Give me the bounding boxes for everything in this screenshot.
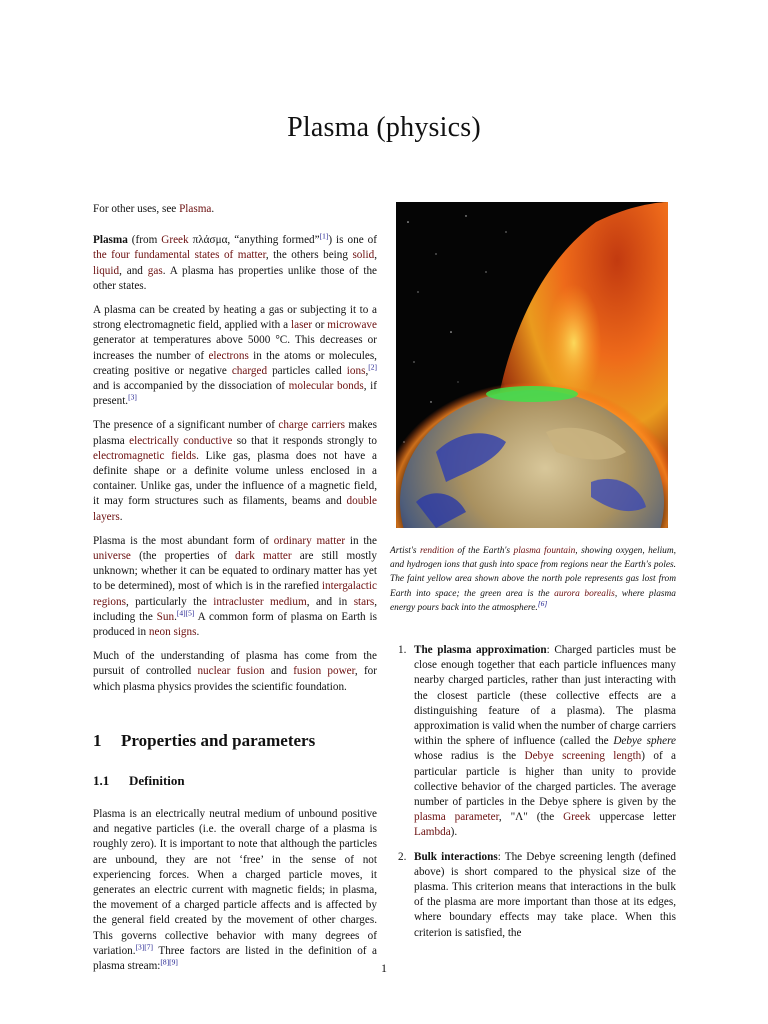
link-ions[interactable]: ions (346, 364, 366, 377)
link-microwave[interactable]: microwave (327, 319, 377, 332)
link-fusion-power[interactable]: fusion power (293, 665, 355, 678)
link-electromagnetic-fields[interactable]: electromagnetic fields (93, 449, 197, 462)
bold-term: Plasma (93, 234, 128, 247)
link-universe[interactable]: universe (93, 550, 131, 563)
link-sun[interactable]: Sun (156, 610, 175, 623)
link-ordinary-matter[interactable]: ordinary matter (273, 534, 346, 547)
link-intracluster-medium[interactable]: intracluster medium (213, 595, 307, 608)
intro-paragraph-3: The presence of a significant number of charge carriers makes plasma electrically conductive so that it responds strongly to electromagnetic fields. Like gas, plasma does not have a definite shape or a definite volume unless enclosed in a container. Unlike gas, under the influence of a magnetic field, it may form structures such as filaments, beams and double layers. (93, 419, 377, 523)
page-number: 1 (381, 961, 387, 975)
intro-paragraph-2: A plasma can be created by heating a gas or subjecting it to a strong electromagnetic field, applied with a laser or microwave generator at temperatures above 5000 °C. This decreases or increases the number of electrons in the atoms or molecules, creating positive or negative charged particles called ions,[2] and is accompanied by the dissociation of molecular bonds, if present.[3] (93, 304, 377, 408)
link-rendition[interactable]: rendition (419, 546, 454, 556)
ref-3-7[interactable]: [3][7] (135, 941, 154, 951)
link-electrically-conductive[interactable]: electrically conductive (129, 434, 233, 447)
list-item: 1. The plasma approximation: Charged particles must be close enough together that each particle influences many nearby charged particles, rather than just interacting with the closest particle (these collective effects are a distinguishing feature of a plasma). The plasma approximation is valid when the number of charge carriers within the sphere of influence (called the Debye sphere whose radius is the Debye screening length) of a particular particle is higher than unity to provide collective behavior of the charged particles. The average number of particles in the Debye sphere is given by the plasma parameter, "Λ" (the Greek uppercase letter Lambda). (398, 644, 676, 839)
link-solid[interactable]: solid (352, 249, 375, 262)
ref-4-5[interactable]: [4][5] (176, 608, 195, 618)
link-laser[interactable]: laser (291, 319, 313, 332)
link-plasma-parameter[interactable]: plasma parameter (414, 811, 499, 824)
link-dark-matter[interactable]: dark matter (235, 550, 292, 563)
link-nuclear-fusion[interactable]: nuclear fusion (197, 665, 265, 678)
link-greek-2[interactable]: Greek (563, 811, 591, 824)
link-lambda[interactable]: Lambda (414, 826, 451, 839)
plasma-criteria-list (390, 643, 676, 941)
link-debye-screening-length[interactable]: Debye screening length (524, 750, 642, 763)
plasma-disambiguation-link[interactable]: Plasma (179, 203, 212, 215)
link-stars[interactable]: stars (353, 595, 375, 608)
link-intergalactic-regions[interactable]: intergalactic regions (93, 580, 377, 608)
intro-paragraph-1: Plasma (from Greek πλάσμα, “anything formed”[1]) is one of the four fundamental states of matter, the others being solid, liquid, and gas. A plasma has properties unlike those of the other states. (93, 231, 378, 292)
link-neon-signs[interactable]: neon signs (148, 626, 197, 639)
page-title: Plasma (physics) (287, 112, 481, 143)
intro-paragraph-4: Plasma is the most abundant form of ordinary matter in the universe (the properties of dark matter are still mostly unknown; whether it can be equated to ordinary matter has yet to be determined), most of which is in the rarefied intergalactic regions, particularly the intracluster medium, and in stars, including the Sun.[4][5] A common form of plasma on Earth is produced in neon signs. (93, 534, 378, 639)
ref-2[interactable]: [2] (368, 362, 377, 372)
link-gas[interactable]: gas (147, 264, 163, 277)
figure-caption: Artist's rendition of the Earth's plasma fountain, showing oxygen, helium, and hydrogen ions that gush into space from regions near the Earth's poles. The faint yellow area shown above the north pole represents gas lost from Earth into space; the green area is the aurora borealis, where plasma energy pours back into the atmosphere.[6] (390, 546, 676, 613)
link-charge-carriers[interactable]: charge carriers (278, 419, 345, 432)
plasma-fountain-image[interactable] (396, 202, 668, 528)
link-plasma-fountain[interactable]: plasma fountain (513, 546, 576, 556)
section-heading-1: 1 Properties and parameters (93, 730, 316, 750)
link-greek[interactable]: Greek (161, 234, 189, 247)
link-aurora-borealis[interactable]: aurora borealis (554, 588, 615, 599)
link-states-of-matter[interactable]: the four fundamental states of matter (93, 249, 266, 262)
hatnote: For other uses, see Plasma. (93, 203, 215, 215)
intro-paragraph-5: Much of the understanding of plasma has come from the pursuit of controlled nuclear fusion and fusion power, for which plasma physics provides the scientific foundation. (93, 650, 377, 693)
ref-1[interactable]: [1] (319, 231, 329, 241)
subsection-heading-1-1: 1.1 Definition (93, 772, 185, 788)
link-charged[interactable]: charged (231, 364, 268, 377)
link-liquid[interactable]: liquid (93, 264, 120, 277)
ref-8-9[interactable]: [8][9] (160, 957, 178, 967)
list-item: 2. Bulk interactions: The Debye screening length (defined above) is short compared to the physical size of the plasma. This criterion means that interactions in the bulk of the plasma are more important than those at its edges, where boundary effects may take place. When this criterion is satisfied, the (398, 850, 676, 939)
left-column (93, 202, 377, 983)
right-column (390, 202, 676, 950)
link-double-layers[interactable]: double layers (93, 495, 377, 523)
ref-6[interactable]: [6] (537, 598, 548, 608)
ref-3[interactable]: [3] (128, 392, 137, 402)
definition-paragraph: Plasma is an electrically neutral medium of unbound positive and negative particles (i.e. the overall charge of a plasma is roughly zero). It is important to note that although the particles are unbound, they are not ‘free’ in the sense of not experiencing forces. When a charged particle moves, it generates an electric current with magnetic fields; in plasma, the movement of a charged particle affects and is affected by the general field created by the movement of other charges. This governs collective behavior with many degrees of variation.[3][7] Three factors are listed in the definition of a plasma stream:[8][9] (93, 807, 377, 972)
link-electrons[interactable]: electrons (208, 349, 249, 362)
link-molecular-bonds[interactable]: molecular bonds (288, 380, 364, 393)
